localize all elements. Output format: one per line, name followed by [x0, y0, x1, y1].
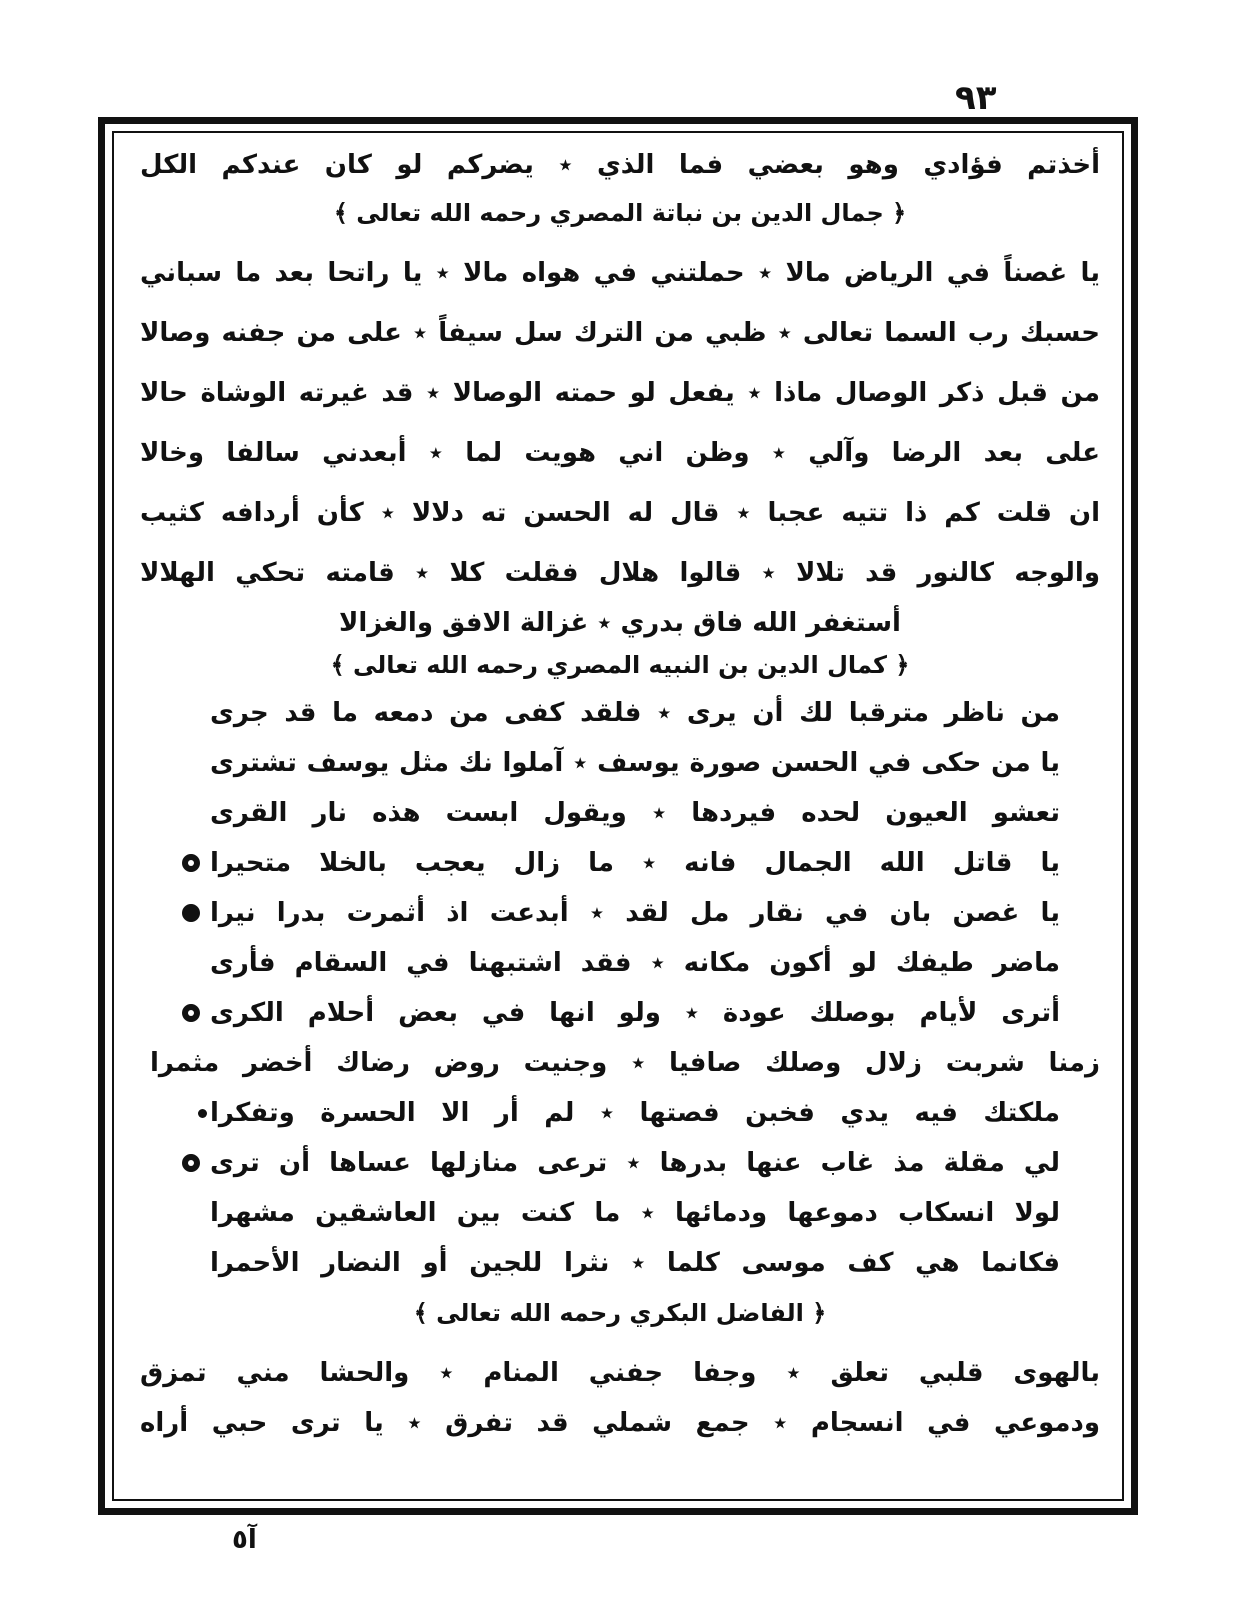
text-line — [140, 938, 1100, 988]
verse-ornament-icon — [182, 854, 200, 872]
text-line — [140, 1038, 1100, 1088]
line-text: يا غصناً في الرياض مالا ٭ حملتني في هواه مالا ٭ يا راتحا بعد ما سباني — [140, 258, 1100, 288]
line-text: تعشو العيون لحده فيردها ٭ ويقول ابست هذه نار القرى — [210, 798, 1060, 828]
text-line — [140, 428, 1100, 478]
text-line — [140, 1348, 1100, 1398]
line-text: ودموعي في انسجام ٭ جمع شملي قد تفرق ٭ يا ترى حبي أراه — [140, 1408, 1100, 1438]
line-text: بالهوى قلبي تعلق ٭ وجفا جفني المنام ٭ والحشا مني تمزق — [140, 1358, 1100, 1388]
text-line — [140, 1138, 1100, 1188]
line-text: ان قلت كم ذا تتيه عجبا ٭ قال له الحسن ته دلالا ٭ كأن أردافه كثيب — [140, 498, 1100, 528]
line-text: على بعد الرضا وآلي ٭ وظن اني هويت لما ٭ أبعدني سالفا وخالا — [140, 438, 1100, 468]
page-number: ٩٣ — [955, 78, 997, 118]
line-text: أترى لأيام بوصلك عودة ٭ ولو انها في بعض أحلام الكرى — [210, 998, 1060, 1028]
line-text: ﴿ كمال الدين بن النبيه المصري رحمه الله تعالى ﴾ — [330, 651, 910, 679]
line-text: زمنا شربت زلال وصلك صافيا ٭ وجنيت روض رضاك أخضر مثمرا — [150, 1048, 1100, 1078]
line-text: حسبك رب السما تعالى ٭ ظبي من الترك سل سيفاً ٭ على من جفنه وصالا — [140, 318, 1100, 348]
section-heading — [140, 640, 1100, 690]
section-heading — [140, 1288, 1100, 1338]
verse-ornament-icon — [182, 904, 200, 922]
line-text: أخذتم فؤادي وهو بعضي فما الذي ٭ يضركم لو كان عندكم الكل — [140, 150, 1100, 180]
line-text: ماضر طيفك لو أكون مكانه ٭ فقد اشتبهنا في السقام فأرى — [210, 948, 1060, 978]
line-text: فكانما هي كف موسى كلما ٭ نثرا للجين أو النضار الأحمرا — [210, 1248, 1060, 1278]
text-line — [140, 1238, 1100, 1288]
line-text: من قبل ذكر الوصال ماذا ٭ يفعل لو حمته الوصالا ٭ قد غيرته الوشاة حالا — [140, 378, 1100, 408]
text-line — [140, 308, 1100, 358]
text-line — [140, 988, 1100, 1038]
line-text: والوجه كالنور قد تلالا ٭ قالوا هلال فقلت كلا ٭ قامته تحكي الهلالا — [140, 558, 1100, 588]
line-text: ﴿ الفاضل البكري رحمه الله تعالى ﴾ — [413, 1299, 827, 1327]
text-line — [140, 1088, 1100, 1138]
line-text: أستغفر الله فاق بدري ٭ غزالة الافق والغزالا — [339, 608, 901, 638]
text-line — [140, 888, 1100, 938]
line-text: لولا انسكاب دموعها ودمائها ٭ ما كنت بين العاشقين مشهرا — [210, 1198, 1060, 1228]
text-line — [140, 838, 1100, 888]
text-line — [140, 688, 1100, 738]
line-text: يا غصن بان في نقار مل لقد ٭ أبدعت اذ أثمرت بدرا نيرا — [210, 898, 1060, 928]
text-line — [140, 488, 1100, 538]
line-text: ملكتك فيه يدي فخبن فصتها ٭ لم أر الا الحسرة وتفكرا — [210, 1098, 1060, 1128]
line-text: من ناظر مترقبا لك أن يرى ٭ فلقد كفى من دمعه ما قد جرى — [210, 698, 1060, 728]
section-heading — [140, 188, 1100, 238]
text-line — [140, 1398, 1100, 1448]
footer-signature-mark: آ٥ — [232, 1525, 257, 1555]
verse-dot-icon — [198, 1109, 207, 1118]
line-text: يا من حكى في الحسن صورة يوسف ٭ آملوا نك مثل يوسف تشترى — [210, 748, 1060, 778]
line-text: ﴿ جمال الدين بن نباتة المصري رحمه الله تعالى ﴾ — [333, 199, 907, 227]
text-line — [140, 368, 1100, 418]
verse-ornament-icon — [182, 1154, 200, 1172]
text-line — [140, 1188, 1100, 1238]
text-line — [140, 548, 1100, 598]
text-line — [140, 788, 1100, 838]
line-text: لي مقلة مذ غاب عنها بدرها ٭ ترعى منازلها عساها أن ترى — [210, 1148, 1060, 1178]
text-body — [140, 140, 1100, 1490]
text-line — [140, 738, 1100, 788]
verse-ornament-icon — [182, 1004, 200, 1022]
text-line — [140, 248, 1100, 298]
text-line — [140, 140, 1100, 190]
line-text: يا قاتل الله الجمال فانه ٭ ما زال يعجب بالخلا متحيرا — [210, 848, 1060, 878]
